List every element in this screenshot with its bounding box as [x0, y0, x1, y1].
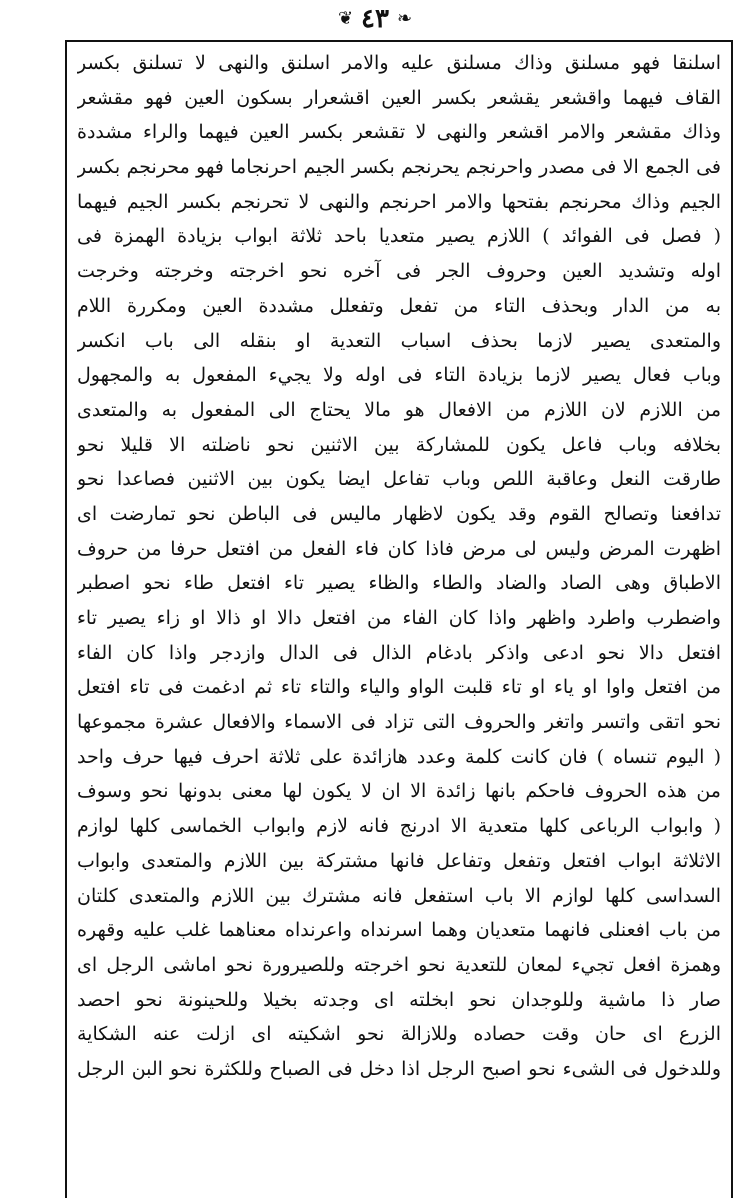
ornament-left-icon: ❦: [337, 8, 354, 29]
text-line: والمتعدى يصير لازما بحذف اسباب التعدية او بنقله الى باب انكسر: [77, 329, 721, 352]
text-frame: [65, 40, 733, 1198]
text-line: وذاك مقشعر والامر اقشعر والنهى لا تقشعر بكسر العين فيهما والراء مشددة: [77, 121, 721, 144]
text-line: الاطباق وهى الصاد والضاد والطاء والظاء يصير تاء افتعل طاء نحو اصطبر: [77, 572, 721, 595]
text-line: اسلنقا فهو مسلنق وذاك مسلنق عليه والامر اسلنق والنهى لا تسلنق بكسر: [77, 52, 721, 74]
text-line: اظهرت المرض وليس لى مرض فاذا كان فاء الفعل من افتعل حرفا من حروف: [77, 537, 721, 560]
text-line: فى الجمع الا فى مصدر واحرنجم يحرنجم بكسر الجيم احرنجاما فهو محرنجم بكسر: [77, 156, 721, 179]
page-number: ٤٣: [361, 4, 389, 34]
text-line: الاثلاثة ابواب افتعل وتفعل وتفاعل فانها مشتركة بين اللازم والمتعدى وابواب: [77, 849, 721, 872]
text-line: من هذه الحروف فاحكم بانها زائدة الا ان لا يكون لها معنى بدونها نحو وسوف: [77, 780, 721, 803]
ornament-right-icon: ❧: [396, 8, 413, 29]
text-line: الزرع اى حان وقت حصاده وللازالة نحو اشكيته اى ازلت عنه الشكاية: [77, 1023, 721, 1046]
text-line: ( فصل فى الفوائد ) اللازم يصير متعديا باحد ثلاثة ابواب بزيادة الهمزة فى: [77, 225, 721, 248]
text-line: السداسى كلها لوازم الا باب استفعل فانه مشترك بين اللازم والمتعدى كلتان: [77, 884, 721, 907]
text-line: افتعل دالا نحو ادعى واذكر بادغام الذال فى الدال وازدجر واذا كان الفاء: [77, 641, 721, 664]
text-line: تدافعنا وتصالح القوم وقد يكون لاظهار ماليس فى الباطن نحو تمارضت اى: [77, 502, 721, 525]
text-line: نحو اتقى واتسر واتغر والحروف التى تزاد فى الاسماء والافعال عشرة مجموعها: [77, 711, 721, 734]
text-line: ( اليوم تنساه ) فان كانت كلمة وعدد هازائدة على ثلاثة احرف فيها حرف واحد: [77, 745, 721, 768]
text-line: به من الدار وبحذف التاء من تفعل وتفعلل مشددة العين ومكررة اللام: [77, 294, 721, 317]
text-line: القاف فيهما واقشعر يقشعر بكسر العين اقشعرار بسكون العين فهو مقشعر: [77, 86, 721, 109]
text-line: وللدخول فى الشىء نحو اصبح الرجل اذا دخل فى الصباح وللكثرة نحو البن الرجل: [77, 1057, 721, 1080]
text-line: وهمزة افعل تجيء لمعان للتعدية نحو اخرجته وللصيرورة نحو اماشى الرجل اى: [77, 953, 721, 976]
text-line: طارقت النعل وعاقبة اللص وباب تفاعل ايضا يكون بين الاثنين فصاعدا نحو: [77, 468, 721, 491]
text-line: اوله وتشديد العين وحروف الجر فى آخره نحو اخرجته وخرجته وخرجت: [77, 260, 721, 283]
text-line: ( وابواب الرباعى كلها متعدية الا ادرنج فانه لازم وابواب الخماسى كلها لوازم: [77, 815, 721, 838]
page-header: [0, 4, 750, 34]
text-line: وباب فعال يصير لازما بزيادة التاء فى اوله ولا يجيء المفعول به والمجهول: [77, 364, 721, 387]
text-line: من افتعل واوا او ياء او تاء قلبت الواو والياء والتاء تاء ثم ادغمت فى تاء افتعل: [77, 676, 721, 699]
text-line: بخلافه وباب فاعل يكون للمشاركة بين الاثنين نحو ناضلته الا قليلا نحو: [77, 433, 721, 456]
text-line: من باب افعنلى فانهما متعديان وهما اسرنداه واعرنداه معناهما غلب عليه وقهره: [77, 919, 721, 942]
text-line: واضطرب واطرد واظهر واذا كان الفاء من افتعل دالا او ذالا او زاء يصير تاء: [77, 607, 721, 629]
text-line: صار ذا ماشية وللوجدان نحو ابخلته اى وجدته بخيلا وللحينونة نحو احصد: [77, 988, 721, 1011]
body-text: [77, 46, 721, 1087]
text-line: الجيم وذاك محرنجم بفتحها والامر احرنجم والنهى لا تحرنجم بكسر الجيم فيهما: [77, 190, 721, 213]
text-line: من اللازم لان اللازم من الافعال هو مالا يحتاج الى المفعول به والمتعدى: [77, 398, 721, 421]
